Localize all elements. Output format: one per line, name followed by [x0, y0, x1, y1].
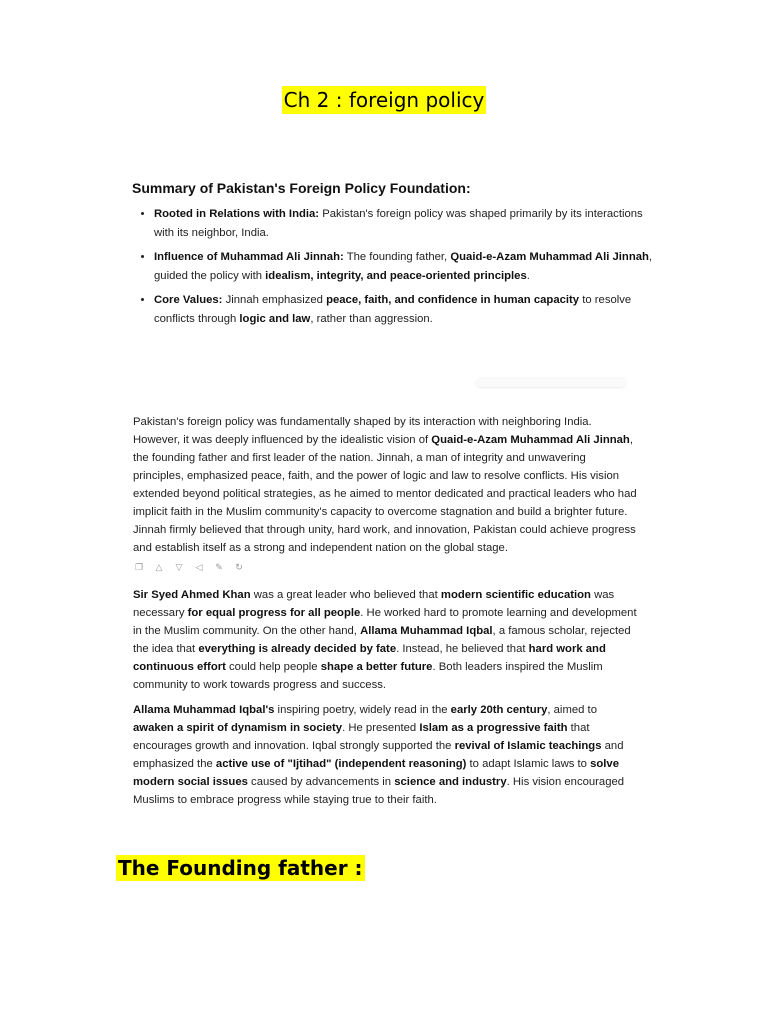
- input-pill-remnant: [476, 377, 626, 387]
- bullet-text: Pakistan's foreign policy was shaped primarily by its interactions with its neighbor, India.: [154, 208, 643, 239]
- para-bold: active use of "Ijtihad" (independent reasoning): [215, 758, 467, 770]
- bullet-bold: logic and law: [239, 313, 311, 325]
- para-text: . Instead, he believed that: [396, 643, 529, 655]
- para-text: that encourages growth and innovation. Iqbal strongly supported the: [133, 722, 590, 752]
- list-item: [154, 248, 664, 286]
- para-bold: shape a better future: [320, 661, 433, 673]
- page-title-text: Ch 2 : foreign policy: [283, 88, 485, 112]
- para-text: could help people: [225, 661, 321, 673]
- bullet-text: to resolve conflicts through: [154, 294, 632, 325]
- para-text: , a famous scholar, rejected the idea that: [133, 625, 631, 655]
- thumbs-down-icon[interactable]: ▽: [175, 562, 183, 572]
- bullet-bold: Quaid-e-Azam Muhammad Ali Jinnah: [450, 251, 649, 263]
- para-bold: revival of Islamic teachings: [454, 740, 602, 752]
- para-bold: Sir Syed Ahmed Khan: [133, 589, 251, 601]
- paragraph-jinnah: [133, 413, 638, 557]
- list-item: [154, 291, 664, 329]
- para-text: . His vision encouraged Muslims to embrace progress while staying true to their faith.: [133, 776, 625, 806]
- bullet-text: .: [526, 270, 530, 282]
- bullet-label: Rooted in Relations with India:: [154, 208, 320, 220]
- edit-icon[interactable]: ✎: [215, 562, 223, 572]
- bullet-label: Influence of Muhammad Ali Jinnah:: [154, 251, 344, 263]
- para-bold: everything is already decided by fate: [198, 643, 397, 655]
- summary-list: [132, 205, 664, 334]
- bullet-label: Core Values:: [154, 294, 223, 306]
- bullet-bold: peace, faith, and confidence in human capacity: [326, 294, 580, 306]
- paragraph-iqbal-poetry: [133, 701, 638, 809]
- founding-father-heading-text: The Founding father :: [118, 856, 363, 880]
- para-bold: Allama Muhammad Iqbal: [360, 625, 493, 637]
- para-bold: Islam as a progressive faith: [419, 722, 568, 734]
- regenerate-icon[interactable]: ↻: [235, 562, 243, 572]
- speaker-icon[interactable]: ◁: [195, 562, 203, 572]
- bullet-bold: idealism, integrity, and peace-oriented principles: [265, 270, 527, 282]
- bullet-text: , rather than aggression.: [310, 313, 433, 325]
- response-toolbar: [134, 562, 244, 573]
- para-text: , aimed to: [547, 704, 597, 716]
- para-bold: awaken a spirit of dynamism in society: [133, 722, 343, 734]
- para-bold: solve modern social issues: [133, 758, 619, 788]
- para-bold: science and industry: [394, 776, 507, 788]
- para-bold: early 20th century: [450, 704, 548, 716]
- para-text: Pakistan's foreign policy was fundamentally shaped by its interaction with neighboring India. However, it was deeply influenced by the idealistic vision of: [133, 416, 592, 446]
- para-text: was necessary: [133, 589, 615, 619]
- summary-heading: Summary of Pakistan's Foreign Policy Foundation:: [132, 180, 471, 196]
- para-bold: modern scientific education: [440, 589, 591, 601]
- bullet-text: , guided the policy with: [154, 251, 653, 282]
- para-text: . Both leaders inspired the Muslim community to work towards progress and success.: [133, 661, 603, 691]
- para-bold: for equal progress for all people: [187, 607, 361, 619]
- para-text: inspiring poetry, widely read in the: [274, 704, 451, 716]
- para-bold: Allama Muhammad Iqbal's: [133, 704, 275, 716]
- para-text: was a great leader who believed that: [250, 589, 441, 601]
- para-text: , the founding father and first leader of the nation. Jinnah, a man of integrity and unwavering principles, emphasized peace, faith, and the power of logic and law to resolve conflicts. His vision extended beyond political strategies, as he aimed to mentor dedicated and practical leaders who had implicit faith in the Muslim community's capacity to overcome stagnation and build a brighter future. Jinnah firmly believed that through unity, hard work, and innovation, Pakistan could achieve progress and establish itself as a strong and independent nation on the global stage.: [133, 434, 637, 554]
- para-text: and emphasized the: [133, 740, 624, 770]
- para-text: caused by advancements in: [247, 776, 395, 788]
- page-title: [0, 88, 768, 112]
- para-text: . He presented: [342, 722, 420, 734]
- founding-father-heading: [116, 856, 365, 880]
- para-text: to adapt Islamic laws to: [466, 758, 591, 770]
- list-item: [154, 205, 664, 243]
- para-bold: hard work and continuous effort: [133, 643, 606, 673]
- bullet-text: The founding father,: [343, 251, 451, 263]
- copy-icon[interactable]: ❐: [134, 562, 144, 572]
- paragraph-syed-iqbal: [133, 586, 638, 694]
- thumbs-up-icon[interactable]: △: [155, 562, 163, 572]
- bullet-text: Jinnah emphasized: [222, 294, 327, 306]
- para-bold: Quaid-e-Azam Muhammad Ali Jinnah: [431, 434, 630, 446]
- para-text: . He worked hard to promote learning and development in the Muslim community. On the other hand,: [133, 607, 637, 637]
